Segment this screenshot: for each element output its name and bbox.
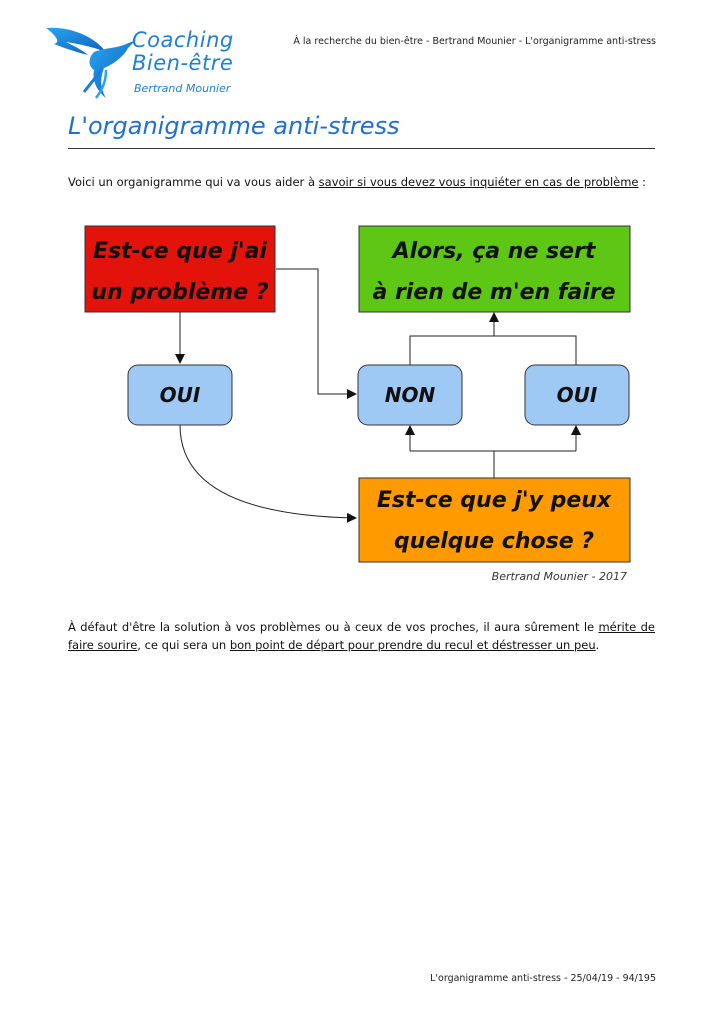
outro-link-2[interactable]: bon point de départ pour prendre du recul et déstresser un peu [229,638,596,652]
logo-line-bien-etre: Bien-être [132,51,234,75]
arrow-oui-to-peux [180,425,356,518]
box-non [358,365,462,425]
arrow-non-up [410,336,576,365]
intro-text-before: Voici un organigramme qui va vous aider à [68,175,319,189]
arrow-problem-to-non [276,269,356,394]
intro-link[interactable]: savoir si vous devez vous inquiéter en cas de problème [318,175,639,189]
box-problem-line1: Est-ce que j'ai [92,239,268,264]
logo-line-author: Bertrand Mounier [134,82,231,95]
box-alors-line1: Alors, ça ne sert [392,239,596,264]
box-oui-left-label: OUI [159,383,201,407]
outro-link-1[interactable]: mérite de faire sourire [68,620,655,652]
outro-text-2: , ce qui sera un [137,638,230,652]
box-non-label: NON [384,383,436,407]
outro-paragraph [68,618,655,654]
page-title: L'organigramme anti-stress [68,112,400,140]
box-alors [359,226,630,312]
outro-text-3: . [595,638,600,652]
box-peux-line2: quelque chose ? [393,529,595,554]
box-peux [359,478,630,562]
box-oui-right-label: OUI [556,383,598,407]
box-problem [85,226,275,312]
diagram-signature: Bertrand Mounier - 2017 [491,570,627,583]
box-alors-line2: à rien de m'en faire [372,280,616,305]
outro-text-1: À défaut d'être la solution à vos problèmes ou à ceux de vos proches, il aura sûrement le [68,620,599,634]
flowchart [0,210,724,590]
title-divider [68,148,655,149]
logo-line-coaching: Coaching [132,28,234,52]
box-oui-left [128,365,232,425]
intro-paragraph [68,175,646,189]
page-footer: L'organigramme anti-stress - 25/04/19 - 94/195 [430,973,656,984]
intro-text-after: : [638,175,647,189]
box-oui-right [525,365,629,425]
running-header: À la recherche du bien-être - Bertrand Mounier - L'organigramme anti-stress [293,36,656,47]
box-peux-line1: Est-ce que j'y peux [376,488,612,513]
box-problem-line2: un problème ? [91,280,269,305]
